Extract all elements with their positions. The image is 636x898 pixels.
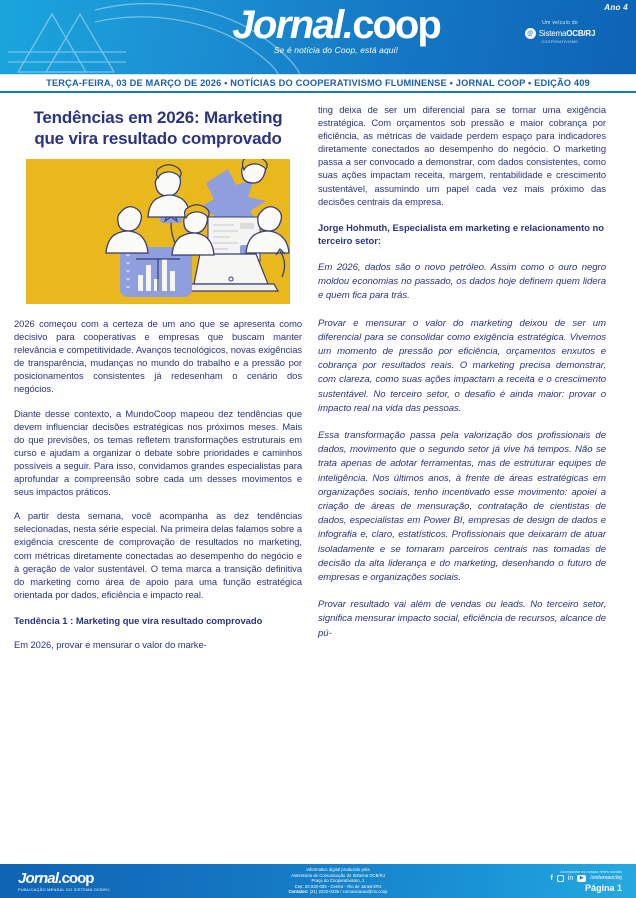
expert-quote: Provar e mensurar o valor do marketing deixou de ser um diferencial para se consolidar como exigência estratégica. Vivemos um momento de pressão por eficiência, orçamentos enxutos e cobrança por resultados reais. O marketing precisa demonstrar, com clareza, como suas ações impactam a receita e o crescimento sustentável. No terceiro setor, o desafio é ainda maior: provar o impacto real na vida das pessoas. (318, 317, 606, 414)
brand-title (186, 2, 486, 48)
social-links[interactable] (486, 875, 622, 882)
masthead (0, 0, 636, 74)
instagram-icon[interactable] (557, 875, 564, 882)
facebook-icon[interactable]: f (550, 874, 553, 882)
expert-attribution: Jorge Hohmuth, Especialista em marketing e relacionamento no terceiro setor: (318, 221, 605, 246)
body-paragraph-tail: Em 2026, provar e mensurar o valor do marke- (14, 638, 207, 650)
footer-brand-subtitle: PUBLICAÇÃO MENSAL DO SISTEMA OCB/RJ (18, 886, 110, 892)
page-title: Tendências em 2026: Marketing que vira resultado comprovado (33, 108, 283, 148)
ocb-name-bold: OCB/RJ (566, 29, 596, 38)
ocb-badge (500, 20, 620, 44)
linkedin-icon[interactable]: in (567, 874, 574, 882)
article-content (0, 93, 636, 883)
footer-brand (0, 871, 190, 892)
brand-suffix: coop (352, 3, 440, 47)
ocb-veiculo-label: Um veículo do (542, 20, 578, 26)
footer-info (190, 867, 486, 895)
footer-contact-label: Contatos: (288, 889, 309, 895)
ocb-name (539, 29, 596, 38)
year-label: Ano 4 (604, 3, 628, 12)
ocb-name-prefix: Sistema (538, 29, 567, 38)
footer-info-line-4: Cep: 20.030-005 - Centro - Rio de Janeiro/RJ (294, 883, 382, 889)
body-paragraph: A partir desta semana, você acompanha as dez tendências selecionadas, nesta série especial. Na primeira delas falamos sobre a exigência crescente de comprovação de resultados no marketing, com métricas diretamente conectadas ao desempenho do negócio e à geração de valor sustentável. O tema marca a transição definitiva do marketing como área de apoio para uma função estratégica orientada por dados, eficiência e impacto real. (14, 510, 302, 600)
footer-contact (190, 889, 486, 895)
footer-follow-label: Acompanhe as nossas redes sociais (560, 869, 622, 874)
footer-contact-value: (21) 2232-0335 / comunicacao@rio.coop (309, 889, 388, 895)
footer-social-block (486, 870, 636, 893)
youtube-icon[interactable]: ▶ (577, 875, 586, 882)
footer-info-line-1: Informativo digital produzido pela (306, 867, 370, 873)
footer-info-line-3: Praça do Cooperativismo, 1 (311, 878, 365, 884)
right-column (318, 103, 606, 883)
left-column (14, 103, 302, 883)
social-handle[interactable]: /sistemaocbrj (590, 875, 622, 881)
article-illustration (26, 159, 290, 304)
body-paragraph: Diante desse contexto, a MundoCoop mapeou dez tendências que devem influenciar decisões estratégicas nos próximos meses. Mais do que previsões, os temas refletem transformações estruturais em curso e ajudam a organizar o debate sobre prioridades e caminhos possíveis a seguir. Para isso, convidamos grandes especialistas para aprofundar a compreensão sobre cada um desses movimentos e seus impactos práticos. (14, 407, 302, 498)
ocb-subtitle: COOPERATIVISMO (541, 40, 579, 44)
footer-brand-title (18, 871, 190, 886)
expert-quote: Essa transformação passa pela valorização dos profissionais de dados, movimento que o segundo setor já vive há tempos. Não se trata apenas de adotar ferramentas, mas de estruturar equipes de inteligência. Nos últimos anos, à frente de áreas estratégicas em organizações sociais, tenho incentivado esse movimento: apoiei a criação de áreas de mensuração, contratação de cientistas de dados, especialistas em Power BI, empresas de design de dados e infografia e, claro, estatísticos. Profissionais que deixaram de atuar isoladamente e se tornaram parceiros centrais nas tomadas de decisão da alta liderança e do marketing, desenhando o futuro de empresas e organizações sociais. (318, 429, 606, 583)
page-footer (0, 864, 636, 898)
body-paragraph-continuation: ting deixa de ser um diferencial para se tornar uma exigência estratégica. Com orçamentos sob pressão e maior cobrança por eficiência, as métricas de vaidade perdem espaço para indicadores diretamente conectados ao desempenho do negócio. O marketing passa a ser convocado a demonstrar, com dados consistentes, como suas ações impactam receita, margem, rentabilidade e crescimento sustentável, assumindo um papel cada vez mais próximo das decisões centrais da empresa. (318, 104, 606, 207)
date-bar (0, 74, 636, 93)
expert-quote: Em 2026, dados são o novo petróleo. Assim como o ouro negro moldou economias no passado, os dados hoje definem quem lidera e quem fica para trás. (318, 261, 606, 302)
masthead-brand (186, 2, 486, 55)
brand-name: Jornal. (232, 3, 353, 47)
footer-brand-name: Jornal. (18, 869, 62, 887)
marketing-data-teamwork-illustration (100, 159, 290, 304)
ocb-logo-icon: @ (525, 28, 536, 39)
brand-tagline: Se é notícia do Coop, está aqui! (273, 45, 399, 55)
footer-brand-suffix: coop (61, 869, 94, 887)
page-number: Página 1 (584, 882, 622, 893)
date-bar-text: TERÇA-FEIRA, 03 DE MARÇO DE 2026 • NOTÍCIAS DO COOPERATIVISMO FLUMINENSE • JORNAL COOP • EDIÇÃO 409 (46, 78, 590, 88)
article-subhead: Tendência 1 : Marketing que vira resultado comprovado (14, 614, 263, 626)
footer-info-line-2: Assessoria de Comunicação do Sistema OCB/RJ (291, 872, 385, 878)
expert-quote: Provar resultado vai além de vendas ou leads. No terceiro setor, significa mensurar impacto social, eficiência de recursos, alcance de pú- (318, 599, 606, 639)
body-paragraph: 2026 começou com a certeza de um ano que se apresenta como decisivo para cooperativas e empresas que buscam manter relevância e competitividade. Avanços tecnológicos, novas exigências de transparência, mudanças no mundo do trabalho e a pressão por posicionamentos consistentes já redesenham o cenário dos negócios. (14, 318, 302, 395)
